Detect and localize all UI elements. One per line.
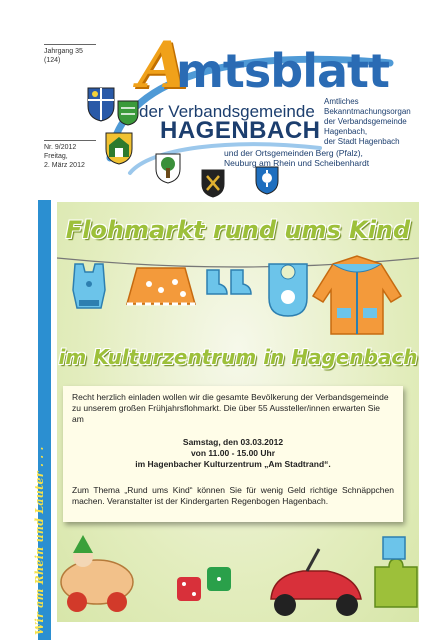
- issue-weekday: Freitag,: [44, 153, 68, 160]
- coat-of-arms-neuburg-icon: [200, 168, 226, 198]
- organ-line: Amtliches: [324, 97, 359, 106]
- bobby-car-icon: [271, 549, 361, 616]
- slogan: Wir am Rhein und Lauter . . .: [33, 446, 46, 635]
- dice-icon: [177, 567, 231, 601]
- event-date: Samstag, den 03.03.2012: [182, 437, 284, 447]
- toys-illustration: [57, 527, 419, 622]
- publication-organ: [324, 97, 411, 147]
- organ-line: der Stadt Hagenbach: [324, 137, 400, 146]
- invitation-textbox: [63, 386, 403, 522]
- volume-line: Jahrgang 35: [44, 48, 83, 55]
- event-time: von 11.00 - 15.00 Uhr: [190, 448, 276, 458]
- invitation-outro: Zum Thema „Rund ums Kind“ können Sie für wenig Geld richtige Schnäppchen machen. Veranstalter ist der Kindergarten Regenbogen Hagenbach.: [72, 485, 394, 506]
- issue-info: [44, 143, 85, 170]
- volume-number: (124): [44, 57, 61, 64]
- communities-text: [224, 148, 434, 168]
- masthead-subtitle: der Verbandsgemeinde: [139, 102, 315, 121]
- masthead-initial: A: [138, 28, 188, 103]
- communities-line: und der Ortsgemeinden Berg (Pfalz),: [224, 148, 363, 158]
- poster-subheadline: im Kulturzentrum in Hagenbach: [58, 345, 418, 369]
- organ-line: Hagenbach,: [324, 127, 368, 136]
- masthead-title: mtsblatt: [176, 44, 390, 98]
- coat-of-arms-berg-icon: [104, 131, 134, 165]
- organ-line: der Verbandsgemeinde: [324, 117, 407, 126]
- coat-of-arms-green-icon: [117, 100, 139, 126]
- volume-info: [44, 47, 83, 65]
- baby-shoes-icon: [207, 270, 251, 294]
- issue-date: 2. März 2012: [44, 162, 85, 169]
- jacket-icon: [313, 256, 401, 334]
- organ-line: Bekanntmachungsorgan: [324, 107, 411, 116]
- issue-number: Nr. 9/2012: [44, 144, 77, 151]
- coat-of-arms-tree-icon: [154, 152, 182, 184]
- divider: [44, 44, 96, 45]
- toy-car-icon: [61, 535, 133, 612]
- skirt-icon: [127, 268, 195, 304]
- communities-line: Neuburg am Rhein und Scheibenhardt: [224, 158, 370, 168]
- bib-icon: [269, 264, 307, 316]
- poster-headline: Flohmarkt rund ums Kind: [65, 216, 411, 244]
- coat-of-arms-scheibenhardt-icon: [254, 165, 280, 195]
- baby-romper-icon: [73, 264, 105, 308]
- divider: [44, 140, 96, 141]
- event-venue: im Hagenbacher Kulturzentrum „Am Stadtrand“.: [135, 459, 331, 469]
- clothesline-icon: [57, 250, 419, 340]
- puzzle-icon: [375, 537, 417, 607]
- masthead-place: HAGENBACH: [160, 117, 321, 144]
- invitation-intro: Recht herzlich einladen wollen wir die gesamte Bevölkerung der Verbandsgemeinde zu unserem großen Frühjahrsflohmarkt. Die über 55 Aussteller/innen erwarten Sie am: [72, 392, 389, 424]
- coat-of-arms-hagenbach-icon: [86, 86, 116, 122]
